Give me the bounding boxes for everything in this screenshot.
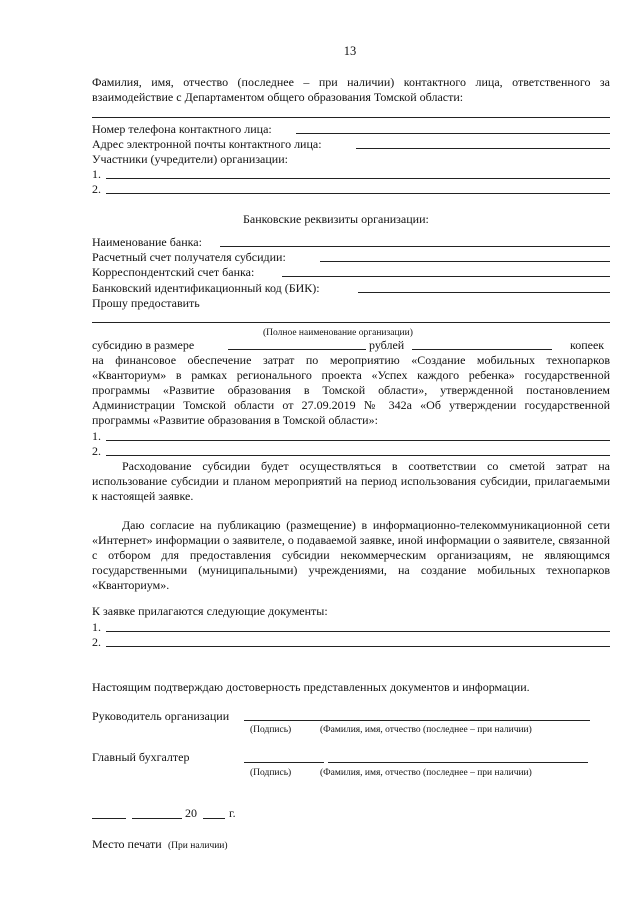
founder-item-2-number: 2. (92, 182, 101, 196)
email-label: Адрес электронной почты контактного лица: (92, 137, 322, 151)
accountant-name-hint: (Фамилия, имя, отчество (последнее – при наличии) (320, 768, 532, 778)
kopecks-line (412, 349, 552, 350)
organization-name-line (92, 322, 610, 323)
rubles-line (228, 349, 366, 350)
request-ask-text: Прошу предоставить (92, 296, 200, 310)
purpose-item-2-number: 2. (92, 444, 101, 458)
accountant-name-line (328, 762, 588, 763)
accountant-sign-hint: (Подпись) (250, 768, 292, 778)
correspondent-account-line (282, 276, 610, 277)
accountant-label: Главный бухгалтер (92, 750, 190, 764)
founder-item-1-line (106, 178, 610, 179)
date-day-line (92, 818, 126, 819)
correspondent-account-label: Корреспондентский счет банка: (92, 265, 255, 279)
head-signature-line (244, 720, 590, 721)
date-year-prefix: 20 (185, 806, 197, 820)
attachment-item-1-number: 1. (92, 620, 101, 634)
spending-text: Расходование субсидии будет осуществляться в соответствии со сметой затрат на использование субсидии и планом мероприятий на период использования субсидии, прилагаемыми к настоящей заявке. (92, 459, 610, 503)
bank-name-line (220, 246, 610, 247)
bik-label: Банковский идентификационный код (БИК): (92, 281, 320, 295)
confirmation-text: Настоящим подтверждаю достоверность представленных документов и информации. (92, 680, 530, 694)
head-label: Руководитель организации (92, 709, 230, 723)
kopecks-label: копеек (570, 338, 605, 352)
founder-item-1-number: 1. (92, 167, 101, 181)
contact-person-text: Фамилия, имя, отчество (последнее – при наличии) контактного лица, ответственного за взаимодействие с Департаментом общего образования Томской области: (92, 75, 610, 104)
page-number: 13 (343, 44, 357, 58)
purpose-item-2-line (106, 455, 610, 456)
bank-name-label: Наименование банка: (92, 235, 202, 249)
settlement-account-label: Расчетный счет получателя субсидии: (92, 250, 286, 264)
stamp-hint: (При наличии) (168, 841, 228, 851)
subsidy-amount-label: субсидию в размере (92, 338, 195, 352)
consent-text: Даю согласие на публикацию (размещение) в информационно-телекоммуникационной сети «Интернет» информации о заявителе, о подаваемой заявке, иной информации о заявителе, связанной с отбором для предоставления субсидии некоммерческим организациям, не являющимся государственными (муниципальными) учреждениями, на создание мобильных технопарков «Кванториум». (92, 518, 610, 592)
purpose-text: на финансовое обеспечение затрат по мероприятию «Создание мобильных технопарков «Кванториум» в рамках регионального проекта «Успех каждого ребенка» государственной программы «Развитие образования в Томской области», утвержденной постановлением Администрации Томской области от 27.09.2019 № 342а «Об утверждении государственной программы «Развитие образования в Томской области»: (92, 353, 610, 427)
date-year-line (203, 818, 225, 819)
date-month-line (132, 818, 182, 819)
founders-label: Участники (учредители) организации: (92, 152, 288, 166)
settlement-account-line (320, 261, 610, 262)
bank-heading: Банковские реквизиты организации: (243, 212, 429, 226)
head-sign-hint: (Подпись) (250, 725, 292, 735)
contact-person-line (92, 117, 610, 118)
head-name-hint: (Фамилия, имя, отчество (последнее – при наличии) (320, 725, 532, 735)
attachment-item-1-line (106, 631, 610, 632)
purpose-item-1-number: 1. (92, 429, 101, 443)
attachment-item-2-number: 2. (92, 635, 101, 649)
purpose-item-1-line (106, 440, 610, 441)
bik-line (358, 292, 610, 293)
email-line (356, 148, 610, 149)
stamp-label: Место печати (92, 837, 162, 851)
attachments-heading: К заявке прилагаются следующие документы: (92, 604, 328, 618)
accountant-sign-line (244, 762, 324, 763)
date-year-suffix: г. (229, 806, 236, 820)
phone-line (296, 133, 610, 134)
organization-name-hint: (Полное наименование организации) (263, 328, 413, 338)
rubles-label: рублей (369, 338, 405, 352)
phone-label: Номер телефона контактного лица: (92, 122, 272, 136)
attachment-item-2-line (106, 646, 610, 647)
founder-item-2-line (106, 193, 610, 194)
